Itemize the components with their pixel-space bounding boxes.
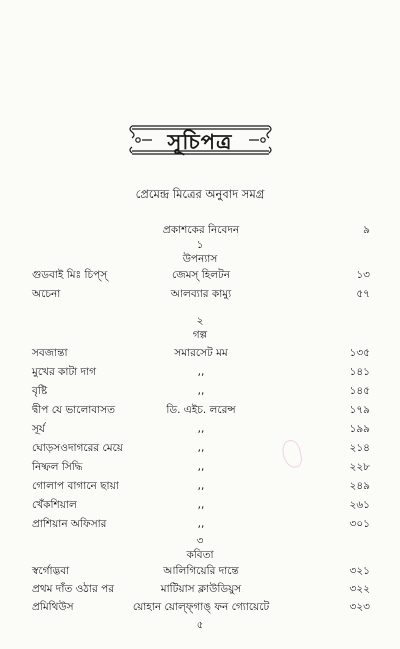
toc-row[interactable]: [32, 345, 370, 361]
toc-author: ,,: [197, 499, 205, 511]
toc-author: ,,: [197, 518, 205, 530]
toc-row[interactable]: [32, 402, 370, 418]
toc-row[interactable]: [32, 563, 370, 579]
toc-title: সূর্য: [32, 423, 45, 435]
toc-title: খেঁকশিয়াল: [32, 499, 77, 511]
toc-page: ১৭৯: [349, 404, 370, 416]
toc-title: বৃষ্টি: [32, 385, 48, 397]
toc-page: ৩২১: [349, 565, 370, 577]
toc-title: গুডবাই মিঃ চিপ্‌স্‌: [32, 269, 108, 281]
toc-title: মুখের কাটা দাগ: [32, 366, 96, 378]
toc-row[interactable]: [32, 364, 370, 380]
toc-author: আলব্যার কাম্যু: [170, 288, 232, 300]
toc-page: ৩০১: [349, 518, 370, 530]
toc-title: সবজান্তা: [32, 347, 68, 359]
toc-author: ,,: [197, 385, 205, 397]
toc-row[interactable]: [32, 267, 370, 283]
section-name: কবিতা: [186, 549, 214, 561]
page-number: ৫: [196, 620, 204, 631]
toc-row[interactable]: [32, 421, 370, 437]
toc-title: প্রথম দাঁত ওঠার পর: [32, 583, 114, 595]
section-number: ১: [196, 239, 204, 251]
toc-page: ২২৮: [349, 461, 370, 473]
toc-author: সমারসেট মম: [174, 347, 228, 359]
preface-title: প্রকাশকের নিবেদন: [162, 224, 240, 236]
toc-author: ,,: [197, 480, 205, 492]
toc-row[interactable]: [32, 383, 370, 399]
toc-author: য়োহান য়োল্‌ফ্‌গাঙ্‌ ফন গ্যোয়েটে: [132, 601, 270, 613]
toc-title: প্রাশিয়ান অফিসার: [32, 518, 107, 530]
toc-row[interactable]: [32, 459, 370, 475]
toc-title: প্রমিথিউস: [32, 601, 74, 613]
toc-heading: সূচিপত্র: [167, 129, 233, 154]
toc-author: ,,: [197, 366, 205, 378]
toc-author: আলিগিয়েরি দান্তে: [163, 565, 239, 577]
toc-row[interactable]: [32, 440, 370, 456]
toc-title: দ্বীপ যে ভালোবাসত: [32, 404, 116, 416]
book-subtitle: প্রেমেন্দ্র মিত্রের অনুবাদ সমগ্র: [135, 187, 265, 201]
toc-page: ২৪৯: [349, 480, 370, 492]
toc-author: ,,: [197, 442, 205, 454]
toc-author: ,,: [197, 461, 205, 473]
toc-title: নিষ্ফল সিদ্ধি: [32, 461, 83, 473]
preface-page: ৯: [363, 224, 370, 236]
toc-page: ১৪১: [349, 366, 370, 378]
section-number: ২: [196, 315, 204, 327]
toc-title: গোলাপ বাগানে ছায়া: [32, 480, 119, 492]
toc-author: জেমস্‌ হিলটন: [171, 269, 231, 281]
toc-page: ১৩৫: [349, 347, 370, 359]
toc-page: ২৬১: [349, 499, 370, 511]
toc-author: ডি. এইচ. লরেন্স: [166, 404, 236, 416]
toc-row[interactable]: [32, 478, 370, 494]
toc-page: ১৩: [356, 269, 370, 281]
preface-row[interactable]: [32, 222, 370, 238]
toc-author: ,,: [197, 423, 205, 435]
toc-title: অচেনা: [32, 288, 61, 300]
section-name: গল্প: [192, 329, 208, 341]
section-name: উপন্যাস: [182, 253, 218, 265]
toc-page: ১৪৫: [349, 385, 370, 397]
toc-row[interactable]: [32, 599, 370, 615]
toc-row[interactable]: [32, 286, 370, 302]
toc-page: ১৯৯: [349, 423, 370, 435]
toc-row[interactable]: [32, 516, 370, 532]
toc-row[interactable]: [32, 497, 370, 513]
toc-row[interactable]: [32, 581, 370, 597]
toc-page: ৩২২: [349, 583, 370, 595]
toc-title: স্বর্গোদ্ভবা: [32, 565, 70, 577]
toc-title: ঘোড়সওদাগরের মেয়ে: [32, 442, 123, 454]
toc-author: মাটিয়াস ক্লাউডিয়ুস: [160, 583, 242, 595]
toc-page: ৩২৩: [349, 601, 370, 613]
toc-page: ৫৭: [356, 288, 370, 300]
toc-page: ২১৪: [349, 442, 370, 454]
section-number: ৩: [196, 535, 204, 547]
